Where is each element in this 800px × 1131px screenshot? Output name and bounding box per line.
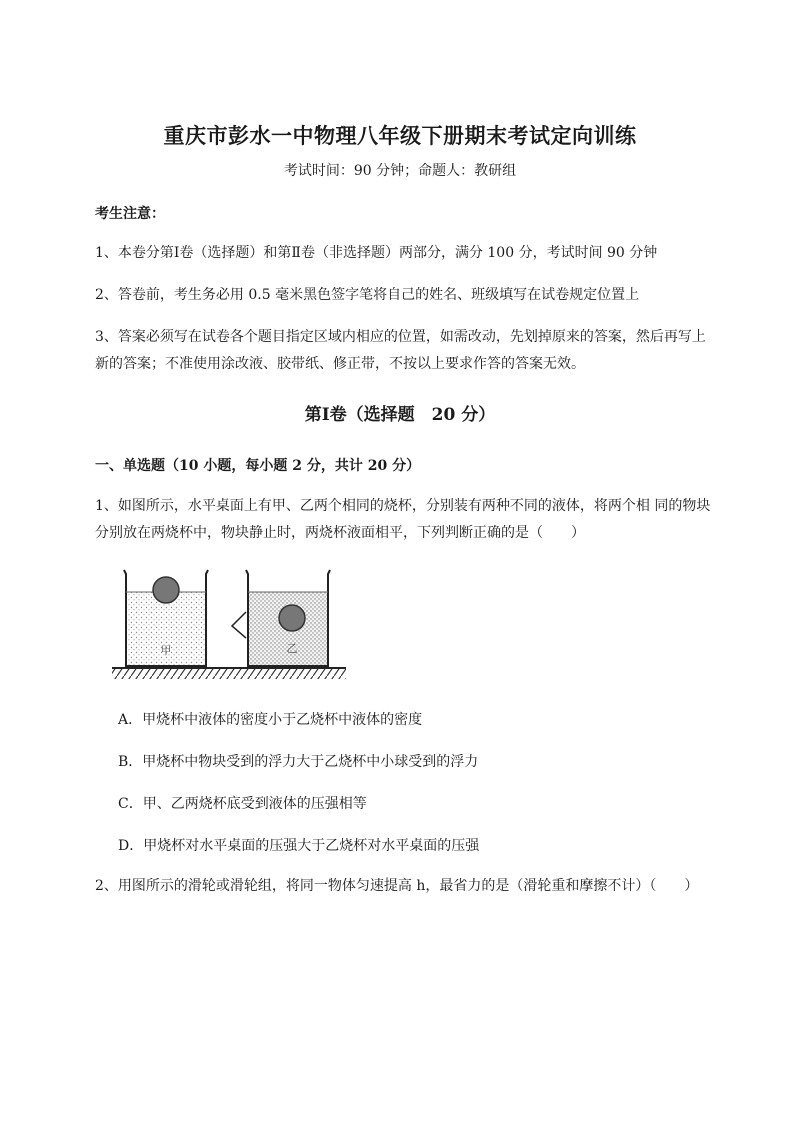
notice-heading: 考生注意：: [95, 206, 165, 222]
notice-item-2: 2、答卷前，考生务必用 0.5 毫米黑色签字笔将自己的姓名、班级填写在试卷规定位置上: [95, 287, 640, 303]
notice-item-1: 1、本卷分第Ⅰ卷（选择题）和第Ⅱ卷（非选择题）两部分，满分 100 分，考试时间 90 分钟: [95, 245, 658, 261]
label-right: 乙: [286, 642, 298, 655]
q1-option-a: A．甲烧杯中液体的密度小于乙烧杯中液体的密度: [118, 712, 423, 728]
q1-option-c: C．甲、乙两烧杯底受到液体的压强相等: [118, 796, 367, 812]
section-heading: 第Ⅰ卷（选择题 20 分）: [304, 405, 496, 425]
beaker-figure: [110, 566, 350, 688]
part-heading: 一、单选题（10 小题，每小题 2 分，共计 20 分）: [95, 458, 421, 474]
question-2-stem: 2、用图所示的滑轮或滑轮组，将同一物体匀速提高 h，最省力的是（滑轮重和摩擦不计）（ ）: [95, 878, 699, 894]
q1-option-d: D．甲烧杯对水平桌面的压强大于乙烧杯对水平桌面的压强: [118, 838, 480, 854]
table-surface: [112, 668, 346, 679]
q1-option-b: B．甲烧杯中物块受到的浮力大于乙烧杯中小球受到的浮力: [118, 754, 479, 770]
beaker-left: [124, 570, 208, 666]
block-left: [153, 577, 179, 603]
block-right: [279, 605, 305, 631]
page-title: 重庆市彭水一中物理八年级下册期末考试定向训练: [163, 123, 637, 148]
beaker-right: [232, 570, 330, 666]
exam-info: 考试时间：90 分钟；命题人：教研组: [283, 163, 517, 179]
label-left: 甲: [160, 644, 172, 657]
notice-item-3: 3、答案必须写在试卷各个题目指定区域内相应的位置，如需改动，先划掉原来的答案，然后再写上新的答案；不准使用涂改液、胶带纸、修正带，不按以上要求作答的答案无效。: [95, 329, 706, 372]
question-1-stem: 1、如图所示，水平桌面上有甲、乙两个相同的烧杯，分别装有两种不同的液体，将两个相 同的物块分别放在两烧杯中，物块静止时，两烧杯液面相平，下列判断正确的是（ ）: [95, 498, 711, 541]
